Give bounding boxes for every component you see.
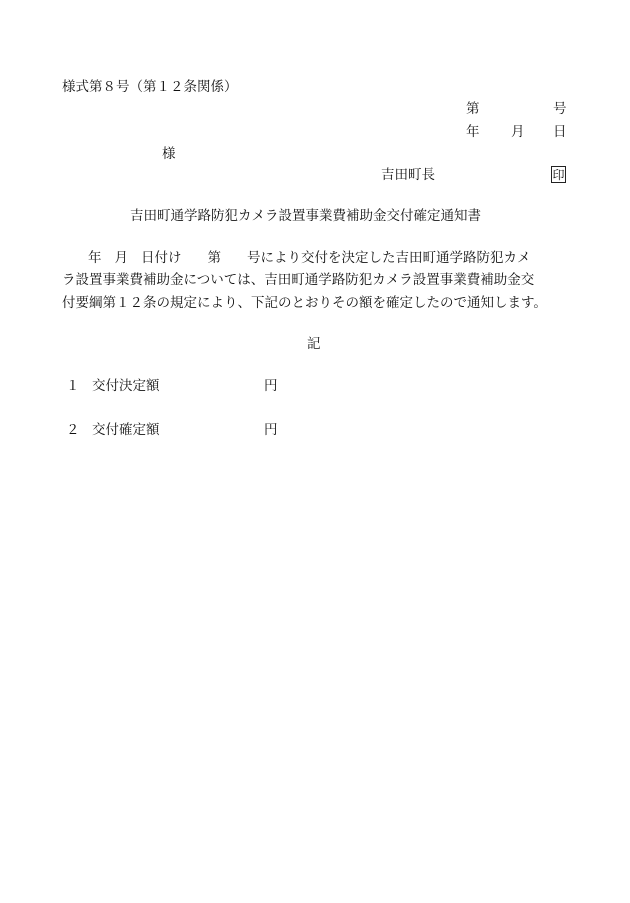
document-title: 吉田町通学路防犯カメラ設置事業費補助金交付確定通知書 — [130, 208, 481, 224]
body-year-label: 年 — [88, 250, 102, 266]
item-number: １ — [66, 378, 80, 394]
document-number-suffix: 号 — [553, 101, 567, 117]
body-line1-rest: 号により交付を決定した吉田町通学路防犯カメ — [247, 250, 531, 266]
ki-heading: 記 — [307, 336, 321, 352]
body-dai-label: 第 — [207, 250, 221, 266]
date-day-label: 日 — [553, 124, 567, 140]
body-date-label: 日付け — [141, 250, 182, 266]
body-paragraph-line-1 — [62, 252, 531, 266]
item-label: 交付確定額 — [92, 422, 160, 438]
form-number: 様式第８号（第１２条関係） — [62, 79, 238, 95]
date-month-label: 月 — [511, 124, 525, 140]
body-paragraph-line-3: 付要綱第１２条の規定により、下記のとおりその額を確定したので通知します。 — [62, 295, 547, 311]
item-unit: 円 — [264, 378, 278, 394]
issuer-title: 吉田町長 — [381, 167, 435, 183]
body-month-label: 月 — [114, 250, 128, 266]
item-number: ２ — [66, 422, 80, 438]
item-label: 交付決定額 — [92, 378, 160, 394]
item-unit: 円 — [264, 422, 278, 438]
document-number-label: 第 — [466, 101, 480, 117]
body-paragraph-line-2: ラ設置事業費補助金については、吉田町通学路防犯カメラ設置事業費補助金交 — [62, 272, 535, 288]
seal-stamp: 印 — [552, 167, 565, 182]
addressee-honorific: 様 — [162, 146, 176, 162]
date-year-label: 年 — [466, 124, 480, 140]
